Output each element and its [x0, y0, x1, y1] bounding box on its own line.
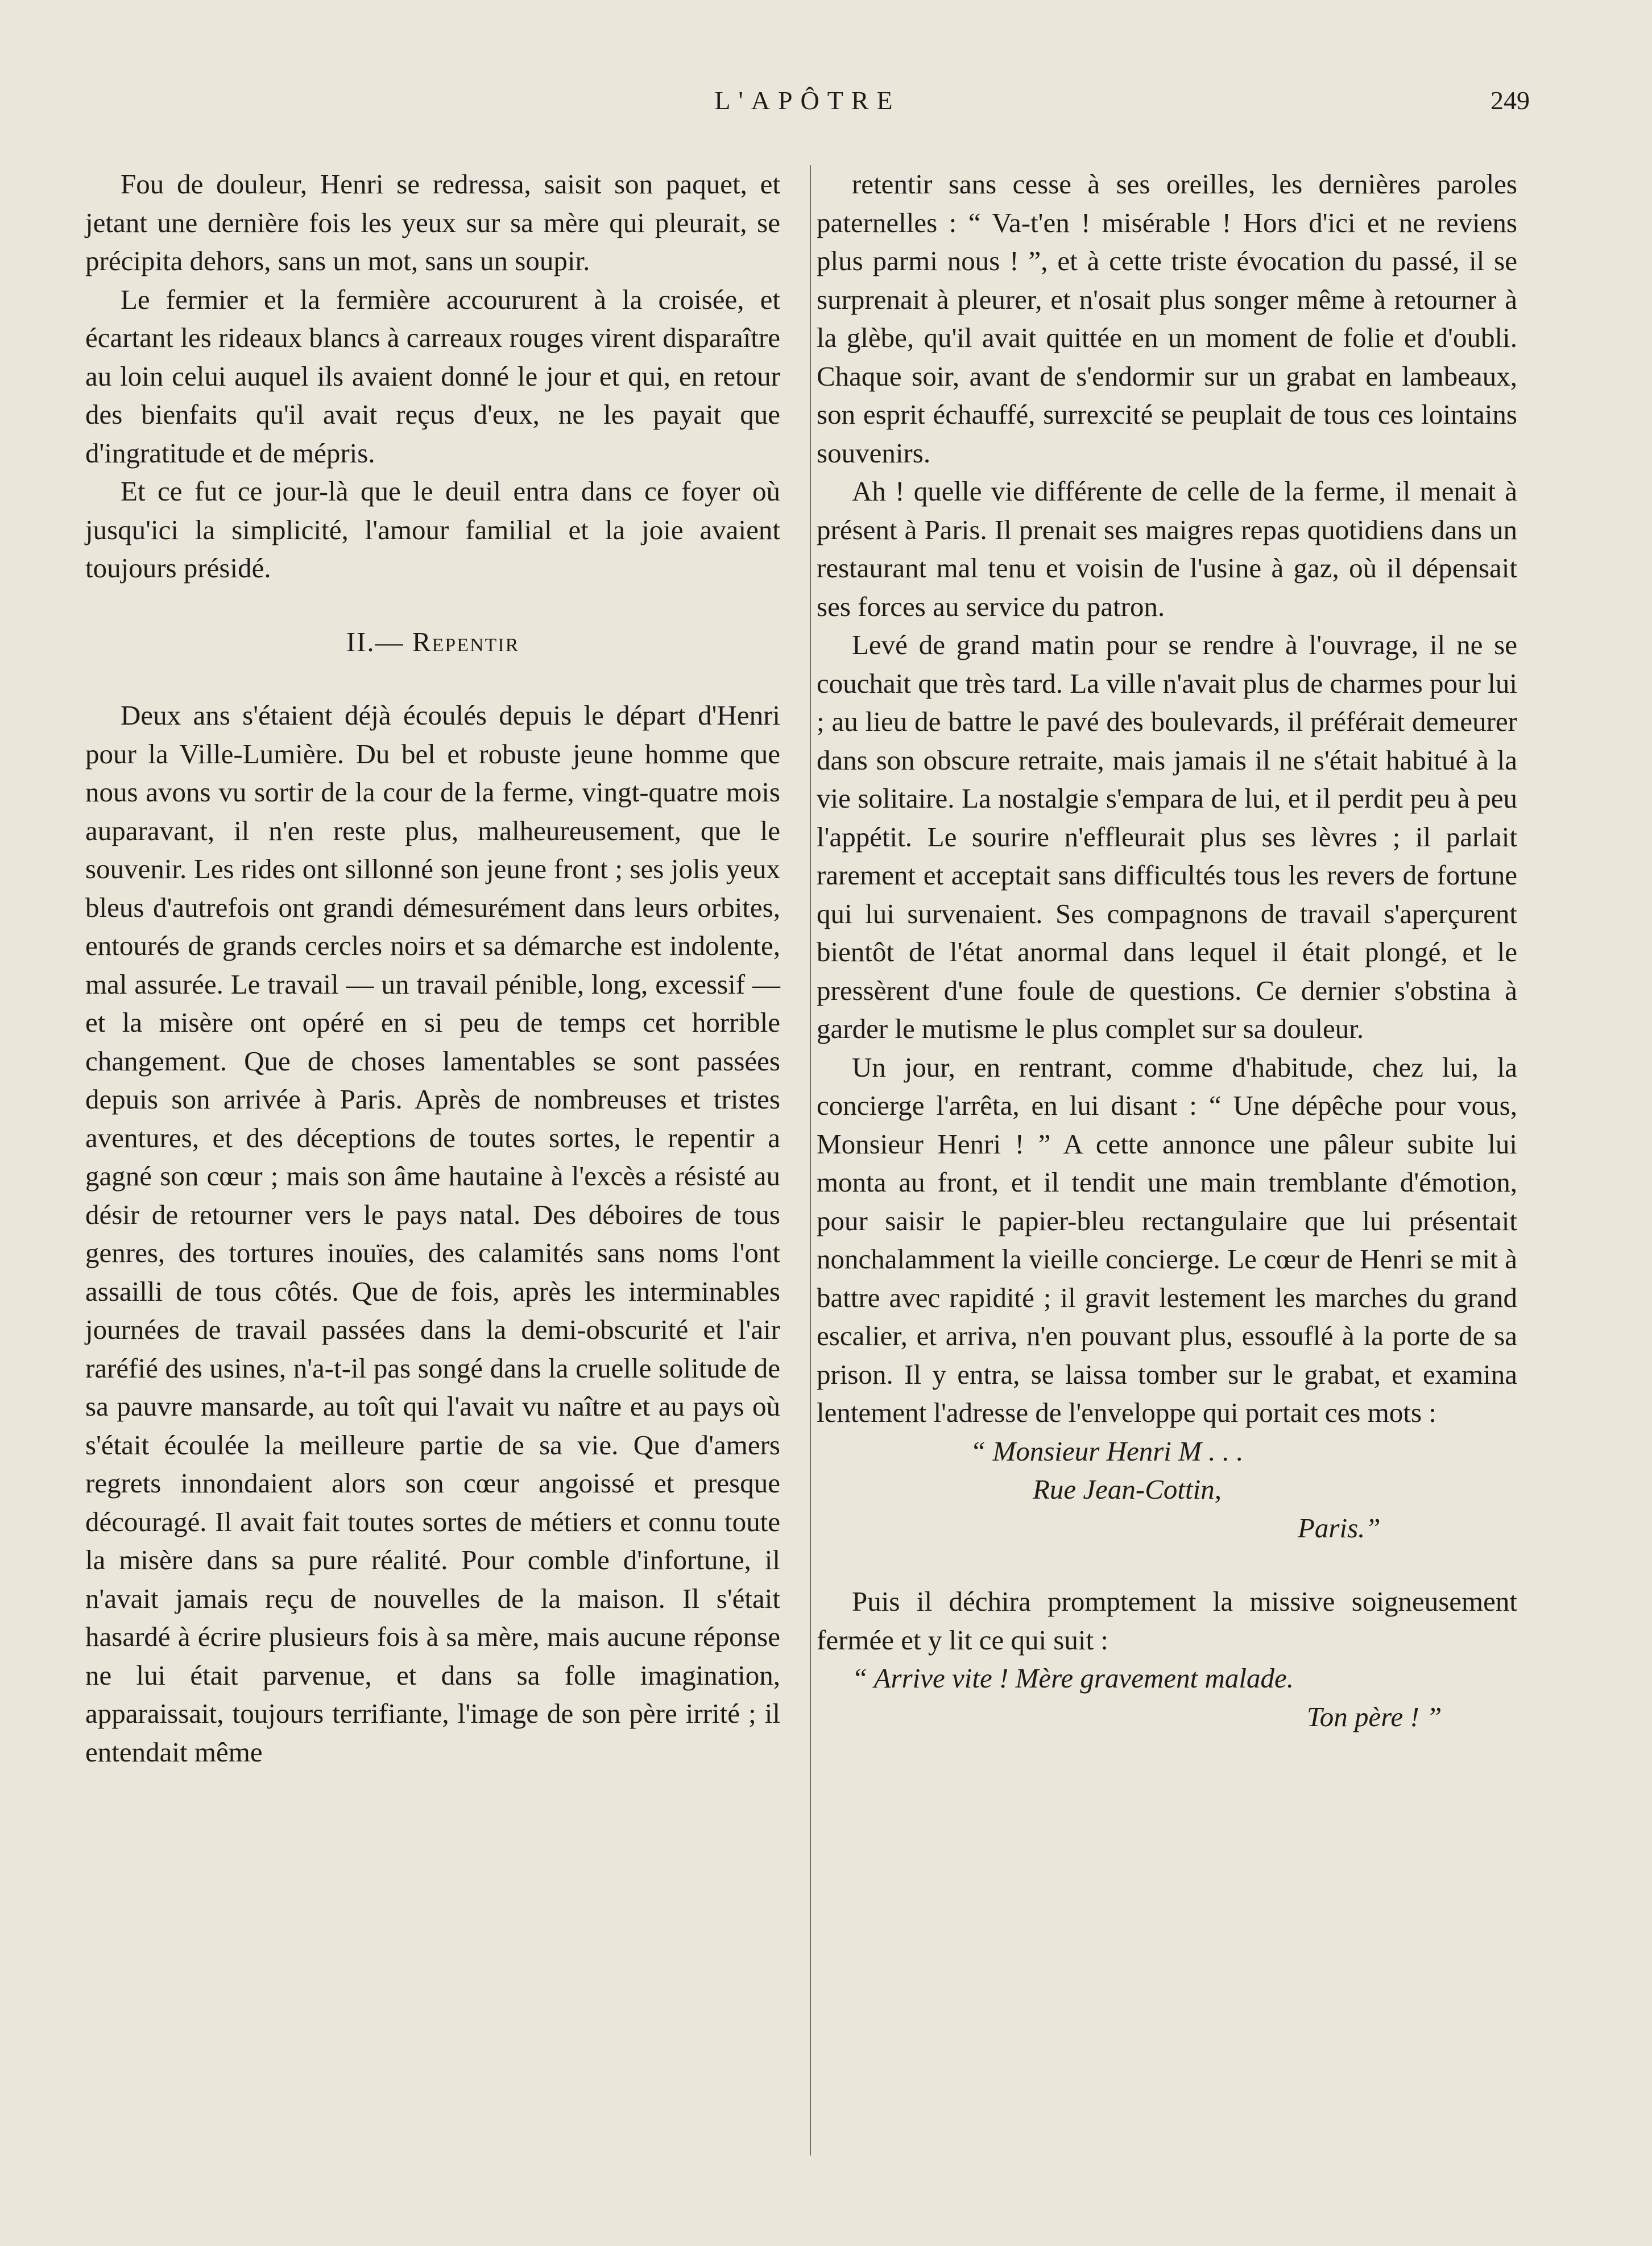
envelope-address: [817, 1432, 1517, 1548]
spacer: [817, 1547, 1517, 1582]
running-head: L'APÔTRE: [714, 86, 901, 115]
paragraph: Levé de grand matin pour se rendre à l'ouvrage, il ne se couchait que très tard. La ville n'avait plus de charmes pour lui ; au lieu de battre le pavé des boulevards, il préférait demeurer dans son obscure retraite, mais jamais il ne s'était habitué à la vie solitaire. La nostalgie s'empara de lui, et il perdit peu à peu l'appétit. Le sourire n'effleurait plus ses lèvres ; il parlait rarement et acceptait sans difficultés tous les revers de fortune qui lui survenaient. Ses compagnons de travail s'aperçurent bientôt de l'état anormal dans lequel il était plongé, et le pressèrent d'une foule de questions. Ce dernier s'obstina à garder le mutisme le plus complet sur sa douleur.: [817, 629, 1517, 1044]
left-column: [85, 165, 780, 1771]
telegram-line: Ton père ! ”: [1307, 1701, 1442, 1732]
address-line: “ Monsieur Henri M . . .: [970, 1435, 1244, 1467]
paragraph: Puis il déchira promptement la missive soigneusement fermée et y lit ce qui suit :: [817, 1586, 1517, 1656]
section-heading: [85, 623, 780, 661]
paragraph: Le fermier et la fermière accoururent à la croisée, et écartant les rideaux blancs à carreaux rouges virent disparaître au loin celui auquel ils avaient donné le jour et qui, en retour des bienfaits qu'il avait reçus d'eux, ne les payait que d'ingratitude et de mépris.: [85, 283, 780, 469]
right-column: [817, 165, 1517, 1736]
telegram-text: [817, 1659, 1517, 1736]
page-number: 249: [1490, 86, 1530, 115]
section-number: II.—: [346, 626, 412, 657]
paragraph: Et ce fut ce jour-là que le deuil entra dans ce foyer où jusqu'ici la simplicité, l'amour familial et la joie avaient toujours présidé.: [85, 475, 780, 584]
section-title: Repentir: [412, 626, 520, 657]
paragraph: Un jour, en rentrant, comme d'habitude, chez lui, la concierge l'arrêta, en lui disant : “ Une dépêche pour vous, Monsieur Henri ! ” A cette annonce une pâleur subite lui monta au front, et il tendit une main tremblante d'émotion, pour saisir le papier-bleu rectangulaire que lui présentait nonchalamment la vieille concierge. Le cœur de Henri se mit à battre avec rapidité ; il gravit lestement les marches du grand escalier, et arriva, n'en pouvant plus, essouflé à la porte de sa prison. Il y entra, se laissa tomber sur le grabat, et examina lentement l'adresse de l'enveloppe qui portait ces mots :: [817, 1051, 1517, 1428]
paragraph: Ah ! quelle vie différente de celle de la ferme, il menait à présent à Paris. Il prenait ses maigres repas quotidiens dans un restaurant mal tenu et voisin de l'usine à gaz, où il dépensait ses forces au service du patron.: [817, 475, 1517, 622]
address-line: Rue Jean-Cottin,: [1033, 1474, 1222, 1505]
paragraph: Fou de douleur, Henri se redressa, saisit son paquet, et jetant une dernière fois les yeux sur sa mère qui pleurait, se précipita dehors, sans un mot, sans un soupir.: [85, 168, 780, 276]
address-line: Paris.”: [1298, 1512, 1381, 1544]
paragraph: retentir sans cesse à ses oreilles, les dernières paroles paternelles : “ Va-t'en ! misérable ! Hors d'ici et ne reviens plus parmi nous ! ”, et à cette triste évocation du passé, il se surprenait à pleurer, et n'osait plus songer même à retourner à la glèbe, qu'il avait quittée en un moment de folie et d'oubli. Chaque soir, avant de s'endormir sur un grabat en lambeaux, son esprit échauffé, surrexcité se peuplait de tous ces lointains souvenirs.: [817, 168, 1517, 469]
column-divider: [810, 165, 811, 2156]
paragraph: Deux ans s'étaient déjà écoulés depuis le départ d'Henri pour la Ville-Lumière. Du bel et robuste jeune homme que nous avons vu sortir de la cour de la ferme, vingt-quatre mois auparavant, il n'en reste plus, malheureusement, que le souvenir. Les rides ont sillonné son jeune front ; ses jolis yeux bleus d'autrefois ont grandi démesurément dans leurs orbites, entourés de grands cercles noirs et sa démarche est indolente, mal assurée. Le travail — un travail pénible, long, excessif — et la misère ont opéré en si peu de temps cet horrible changement. Que de choses lamentables se sont passées depuis son arrivée à Paris. Après de nombreuses et tristes aventures, et des déceptions de toutes sortes, le repentir a gagné son cœur ; mais son âme hautaine à l'excès a résisté au désir de retourner vers le pays natal. Des déboires de tous genres, des tortures inouïes, des calamités sans noms l'ont assailli de tous côtés. Que de fois, après les interminables journées de travail passées dans la demi-obscurité et l'air raréfié des usines, n'a-t-il pas songé dans la cruelle solitude de sa pauvre mansarde, au toît qui l'avait vu naître et au pays où s'était écoulée la meilleure partie de sa vie. Que d'amers regrets innondaient alors son cœur angoissé et presque découragé. Il avait fait toutes sortes de métiers et connu toute la misère dans sa pure réalité. Pour comble d'infortune, il n'avait jamais reçu de nouvelles de la maison. Il s'était hasardé à écrire plusieurs fois à sa mère, mais aucune réponse ne lui était parvenue, et dans sa folle imagination, apparaissait, toujours terrifiante, l'image de son père irrité ; il entendait même: [85, 700, 780, 1768]
telegram-line: “ Arrive vite ! Mère gravement malade.: [852, 1662, 1294, 1694]
